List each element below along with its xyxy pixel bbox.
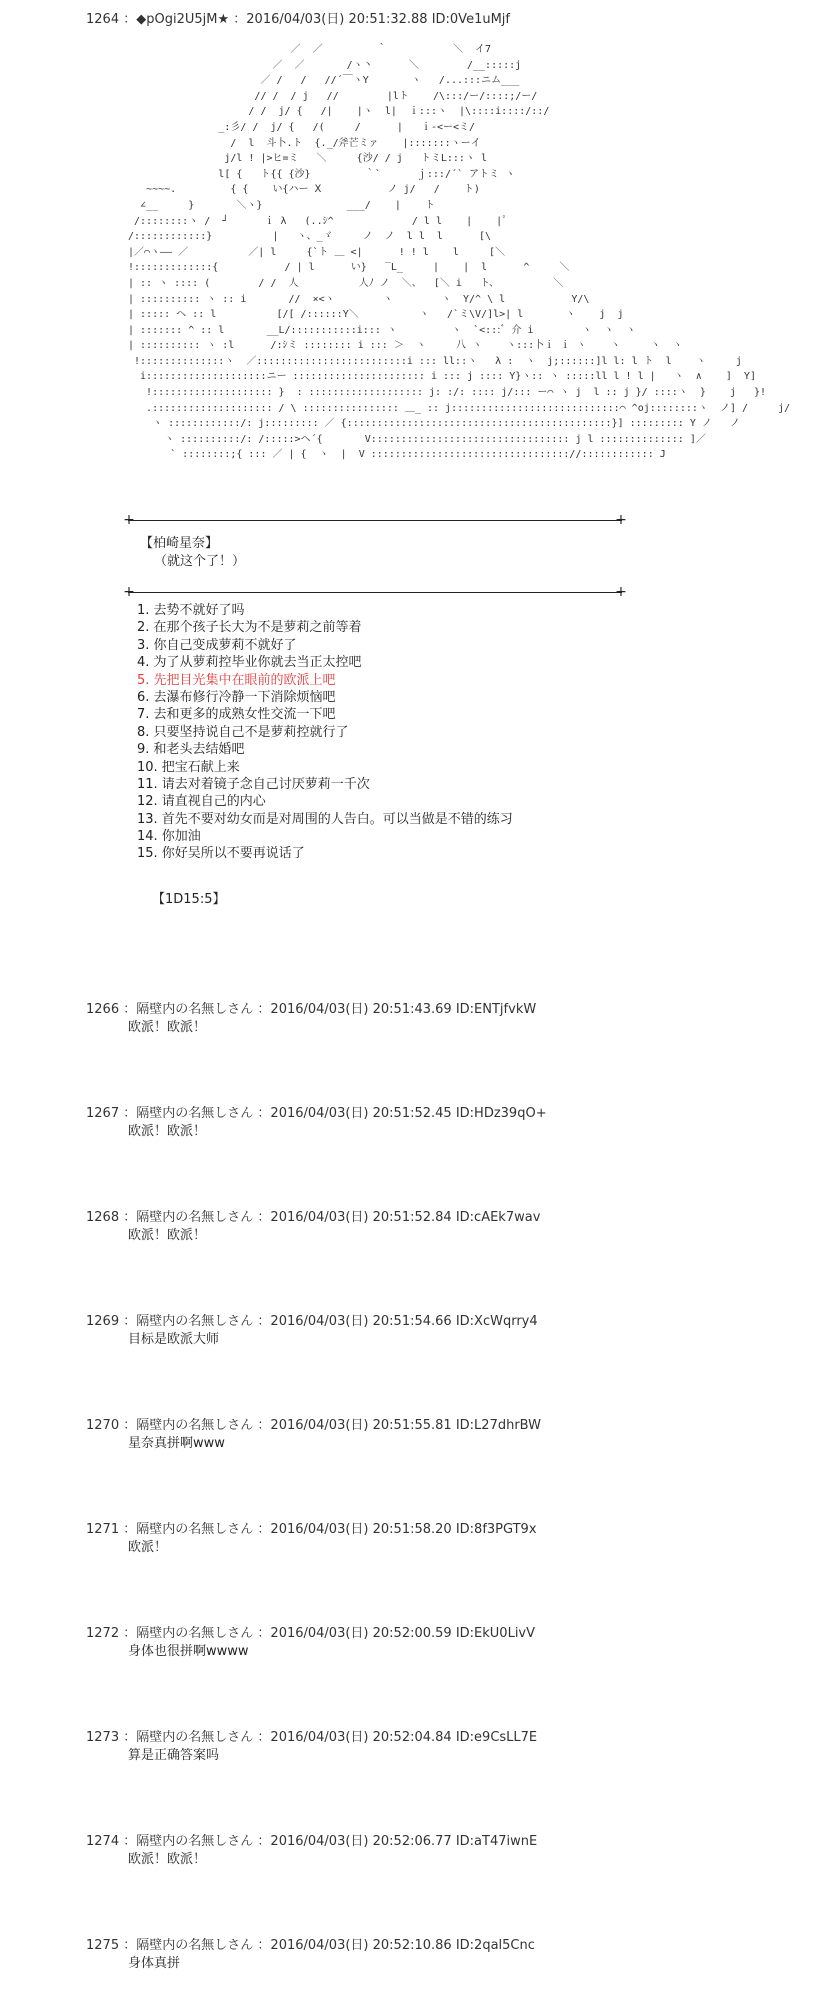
- reply-header: [86, 1102, 547, 1121]
- option-item: 14. 你加油: [137, 829, 201, 845]
- reply-header: [86, 1414, 541, 1433]
- reply-id: ID:HDz39qO+: [455, 1106, 547, 1121]
- reply-body: 欧派！: [128, 1540, 168, 1555]
- reply-separator: ：: [257, 1210, 271, 1225]
- reply-number: 1266: [86, 1002, 120, 1017]
- reply-id: ID:L27dhrBW: [455, 1418, 541, 1433]
- reply-separator: ：: [257, 1418, 271, 1433]
- reply-id: ID:ENTjfvkW: [455, 1002, 537, 1017]
- option-item: 10. 把宝石献上来: [137, 759, 240, 775]
- reply-separator: ：: [123, 1834, 137, 1849]
- speech-text: （就这个了！）: [154, 554, 246, 569]
- reply-author: 隔壁内の名無しさん: [136, 1522, 254, 1537]
- reply-number: 1270: [86, 1418, 120, 1433]
- dice-result: 【1D15:5】: [152, 892, 226, 907]
- reply-id: ID:XcWqrry4: [455, 1314, 538, 1329]
- reply-separator: ：: [257, 1314, 271, 1329]
- reply-separator: ：: [257, 1626, 271, 1641]
- reply-separator: ：: [123, 1002, 137, 1017]
- reply-separator: ：: [123, 1418, 137, 1433]
- divider: + +: [123, 512, 627, 528]
- reply-number: 1272: [86, 1626, 120, 1641]
- reply-separator: ：: [257, 1106, 271, 1121]
- option-item: 3. 你自己变成萝莉不就好了: [137, 637, 297, 653]
- option-item: 12. 请直视自己的内心: [137, 794, 266, 810]
- reply-author: 隔壁内の名無しさん: [136, 1314, 254, 1329]
- reply-body: 欧派！欧派！: [128, 1020, 207, 1035]
- reply-header: [86, 1726, 537, 1745]
- option-item: 4. 为了从萝莉控毕业你就去当正太控吧: [137, 655, 362, 671]
- reply-number: 1271: [86, 1522, 120, 1537]
- post-datetime: ：2016/04/03(日) 20:51:32.88: [233, 12, 428, 27]
- option-item: 9. 和老头去结婚吧: [137, 742, 245, 758]
- ascii-art-text: ／ ／ ｀ ＼ イ7 ／ ／ /ヽ丶 ＼ /__:::::j ／ / / //´￣ヽY ヽ /...:::ニム___ // / / j // |lト /\:::/ー/::::;/ー/ / / j/ { /| |ヽ l| ｉ:::ヽ |\::::i::::/::/ _:彡/ / j/ { /( / | ｉ‐<ー<ミ/ / l 斗卜.ト {._/斧芒ミァ |:::::::ヽーイ j/l ! |>ヒ=ミ ＼ {沙/ / j トミL:::ヽ l l[ { ト{{ {沙} ｀` ｊ:::/´` アトミ ヽ ~~~~. { { い{ハー Ⅹ ノ j/ / ト) ∠__ } ＼ヽ} ___/ | ト /::::::::ヽ / ┘ ｉ λ (..ｼ^ / l l | |ﾟ /::::::::::::} | ヽ、_ゞ ノ ノ l l l [\ |／⌒ヽ—— ／ ／| l {`ト ＿ <| ! ! l l [＼ !:::::::::::::{ / | l い} ‾L_ | | l ^ ＼ | :: ヽ :::: ( / / 人 人ﾉ ノ ＼、 [＼ i ト、 ＼ | :::::::::: ヽ :: i // ×<ヽ ヽ ヽ Y/^ \ l Y/\ | ::::: ヘ :: l [/[ /::::::Y＼ ヽ /`ミ\V/]l>| l ヽ j j | ::::::: ^ :: l __L/:::::::::::i::: ヽ ヽ `<:::ﾞ 介 i ヽ ヽ ヽ | :::::::::: ヽ :l /:ｼミ :::::::: i ::: ＞ ヽ 八 ヽ ヽ:::卜ｉ ｉ ヽ ヽ ヽ ヽ !::::::::::::::ヽ ／:::::::::::::::::::::::::i ::: ll::ヽ λ : ヽ j;::::::]l l: l ト l ヽ j i::::::::::::::::::::ニー :::::::::::::::::::::: i ::: j :::: Y}ヽ:: ヽ :::::ll l ! l | ヽ ∧ ] Y] !:::::::::::::::::::: } : ::::::::::::::::::: j: :/: :::: j/::: ー⌒ ヽ j l :: j }/ ::::ヽ } j }! .:::::::::::::::::::: / \ :::::::::::::::: ＿_ :: j::::::::::::::::::::::::::::⌒ ^oj::::::::ヽ ノ] / j/ ヽ ::::::::::::/: j::::::::: ／ {::::::::::::::::::::::::::::::::::::::::::::}] ::::::::: Y ノ ノ ヽ ::::::::::/: /:::::>ヘ´{ V::::::::::::::::::::::::::::::::: j l :::::::::::::: ]／ ` ::::::::;{ ::: ／ | { ヽ | V ::::::::::::::::::::::::::::::::://:::::::::::: J: [128, 44, 791, 461]
- option-item: 1. 去势不就好了吗: [137, 603, 245, 618]
- reply-separator: ：: [257, 1938, 271, 1953]
- option-item: 5. 先把目光集中在眼前的欧派上吧: [137, 672, 336, 688]
- reply-body: 星奈真拼啊www: [128, 1436, 225, 1451]
- reply-separator: ：: [123, 1522, 137, 1537]
- reply-author: 隔壁内の名無しさん: [136, 1106, 254, 1121]
- reply-datetime: 2016/04/03(日) 20:51:52.45: [270, 1106, 452, 1121]
- option-item: 13. 首先不要对幼女而是对周围的人告白。可以当做是不错的练习: [137, 811, 513, 827]
- reply-separator: ：: [123, 1730, 137, 1745]
- reply-body: 欧派！欧派！: [128, 1852, 207, 1867]
- reply-author: 隔壁内の名無しさん: [136, 1730, 254, 1745]
- reply-id: ID:EkU0LivV: [455, 1626, 536, 1641]
- reply-author: 隔壁内の名無しさん: [136, 1418, 254, 1433]
- reply-separator: ：: [123, 1938, 137, 1953]
- reply-id: ID:cAEk7wav: [455, 1210, 541, 1225]
- reply-separator: ：: [123, 1626, 137, 1641]
- reply-number: 1268: [86, 1210, 120, 1225]
- reply-number: 1275: [86, 1938, 120, 1953]
- reply-author: 隔壁内の名無しさん: [136, 1626, 254, 1641]
- reply-author: 隔壁内の名無しさん: [136, 1210, 254, 1225]
- reply-datetime: 2016/04/03(日) 20:51:52.84: [270, 1210, 452, 1225]
- divider: + +: [123, 584, 627, 600]
- reply-datetime: 2016/04/03(日) 20:51:43.69: [270, 1002, 452, 1017]
- reply-separator: ：: [257, 1834, 271, 1849]
- option-item: 7. 去和更多的成熟女性交流一下吧: [137, 707, 336, 723]
- post-header: [86, 8, 510, 27]
- reply-separator: ：: [257, 1522, 271, 1537]
- reply-author: 隔壁内の名無しさん: [136, 1834, 254, 1849]
- reply-header: [86, 1934, 535, 1953]
- speaker-label: 【柏崎星奈】: [140, 536, 219, 551]
- reply-id: ID:aT47iwnE: [455, 1834, 538, 1849]
- reply-number: 1273: [86, 1730, 120, 1745]
- reply-body: 欧派！欧派！: [128, 1228, 207, 1243]
- reply-datetime: 2016/04/03(日) 20:52:04.84: [270, 1730, 452, 1745]
- reply-datetime: 2016/04/03(日) 20:52:10.86: [270, 1938, 452, 1953]
- reply-separator: ：: [257, 1730, 271, 1745]
- option-item: 8. 只要坚持说自己不是萝莉控就行了: [137, 724, 349, 740]
- reply-id: ID:e9CsLL7E: [455, 1730, 538, 1745]
- reply-header: [86, 1310, 538, 1329]
- option-item: 6. 去瀑布修行冷静一下消除烦恼吧: [137, 689, 336, 705]
- reply-separator: ：: [257, 1002, 271, 1017]
- reply-separator: ：: [123, 1314, 137, 1329]
- reply-datetime: 2016/04/03(日) 20:51:58.20: [270, 1522, 452, 1537]
- reply-datetime: 2016/04/03(日) 20:52:00.59: [270, 1626, 452, 1641]
- reply-header: [86, 998, 536, 1017]
- reply-id: ID:2qal5Cnc: [455, 1938, 535, 1953]
- post-separator: ：: [123, 12, 137, 27]
- option-item: 11. 请去对着镜子念自己讨厌萝莉一千次: [137, 776, 370, 792]
- reply-separator: ：: [123, 1210, 137, 1225]
- reply-body: 目标是欧派大师: [128, 1332, 220, 1347]
- reply-body: 身体真拼: [128, 1956, 181, 1971]
- reply-body: 算是正确答案吗: [128, 1748, 220, 1763]
- reply-header: [86, 1622, 535, 1641]
- option-item: 15. 你好吴所以不要再说话了: [137, 846, 305, 862]
- ascii-art: [128, 42, 791, 512]
- post-id: ID:0Ve1uMjf: [431, 12, 510, 27]
- reply-datetime: 2016/04/03(日) 20:51:55.81: [270, 1418, 452, 1433]
- reply-body: 身体也很拼啊wwww: [128, 1644, 249, 1659]
- reply-datetime: 2016/04/03(日) 20:52:06.77: [270, 1834, 452, 1849]
- reply-id: ID:8f3PGT9x: [455, 1522, 537, 1537]
- reply-datetime: 2016/04/03(日) 20:51:54.66: [270, 1314, 452, 1329]
- option-list: [137, 602, 513, 863]
- post-author: ◆pOgi2U5jM★: [136, 12, 230, 27]
- reply-body: 欧派！欧派！: [128, 1124, 207, 1139]
- reply-separator: ：: [123, 1106, 137, 1121]
- post-number: 1264: [86, 12, 120, 27]
- reply-number: 1269: [86, 1314, 120, 1329]
- reply-author: 隔壁内の名無しさん: [136, 1938, 254, 1953]
- reply-number: 1267: [86, 1106, 120, 1121]
- reply-header: [86, 1518, 537, 1537]
- reply-author: 隔壁内の名無しさん: [136, 1002, 254, 1017]
- option-item: 2. 在那个孩子长大为不是萝莉之前等着: [137, 620, 362, 636]
- reply-number: 1274: [86, 1834, 120, 1849]
- reply-header: [86, 1830, 537, 1849]
- reply-header: [86, 1206, 540, 1225]
